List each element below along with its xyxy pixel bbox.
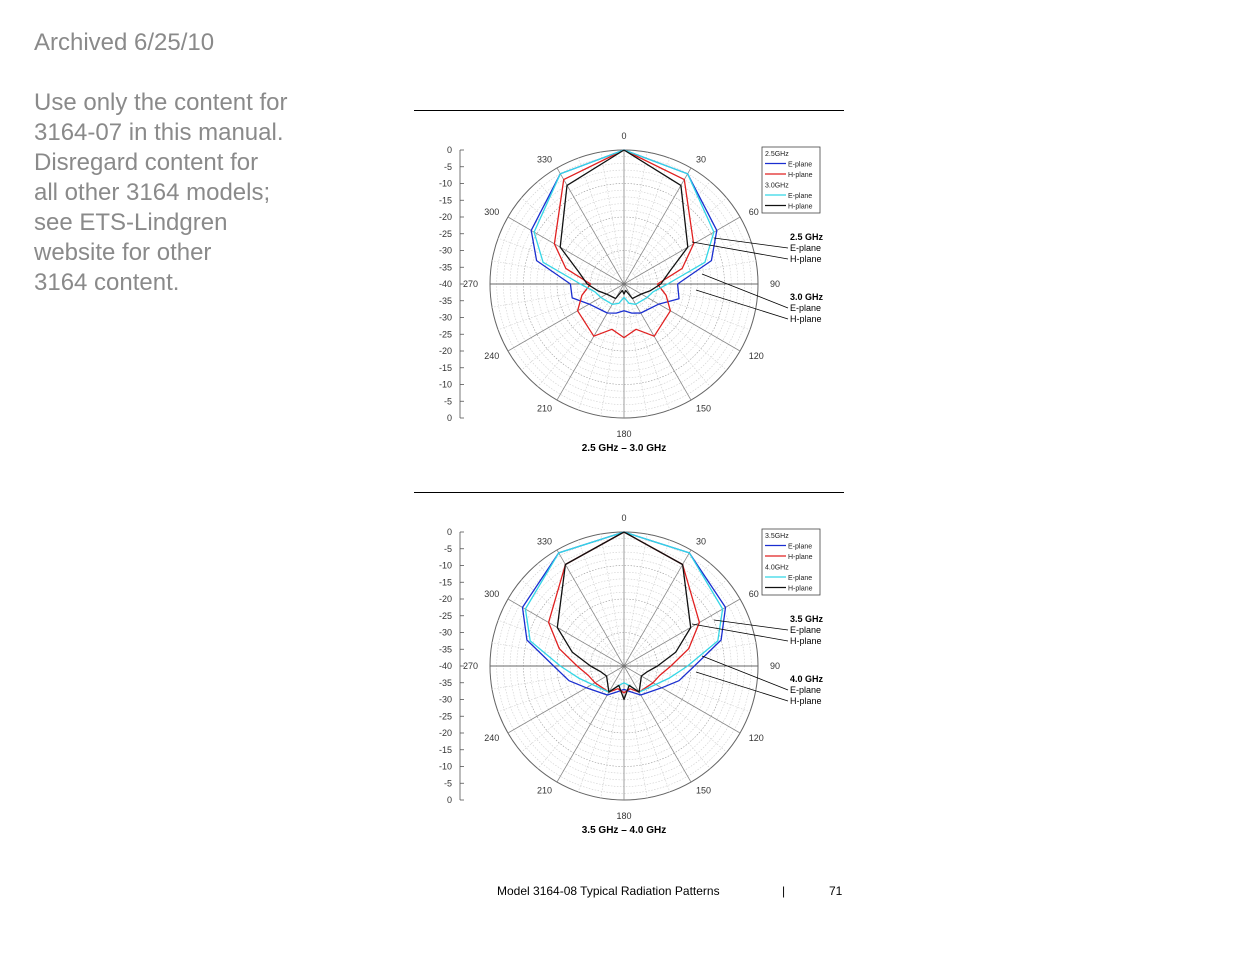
callout-leader bbox=[696, 672, 788, 701]
radial-tick-label: -20 bbox=[438, 346, 452, 356]
radial-tick-label: -35 bbox=[438, 295, 452, 306]
grid-spoke bbox=[492, 668, 611, 689]
radial-tick-label: -10 bbox=[438, 379, 452, 390]
angle-label: 150 bbox=[696, 403, 712, 414]
footer-separator: | bbox=[782, 884, 786, 898]
radial-tick-label: -35 bbox=[438, 677, 452, 688]
callout-label: H-plane bbox=[790, 314, 822, 324]
angle-label: 210 bbox=[536, 785, 552, 796]
archive-notice bbox=[34, 28, 334, 298]
callout-heading: 4.0 GHz bbox=[790, 674, 824, 684]
archived-date: Archived 6/25/10 bbox=[34, 29, 215, 56]
radial-tick-label: -15 bbox=[438, 362, 452, 373]
radial-tick-label: -30 bbox=[438, 694, 452, 705]
footer-title: Model 3164-08 Typical Radiation Patterns bbox=[497, 884, 720, 898]
callout-label: E-plane bbox=[790, 243, 822, 253]
radiation-pattern-chart-2 bbox=[414, 508, 844, 838]
callout-leader bbox=[692, 624, 788, 641]
radial-tick-label: -25 bbox=[438, 711, 452, 722]
callout-leader bbox=[714, 238, 788, 248]
legend-entry: E-plane bbox=[788, 543, 813, 551]
legend-entry: H-plane bbox=[788, 585, 813, 593]
radial-tick-label: -5 bbox=[443, 543, 452, 554]
radial-tick-label: -20 bbox=[438, 212, 452, 222]
angle-label: 210 bbox=[536, 403, 552, 414]
grid-spoke bbox=[601, 297, 622, 416]
radial-tick-label: 0 bbox=[446, 413, 452, 423]
radial-tick-label: -10 bbox=[438, 560, 452, 571]
callout-label: E-plane bbox=[790, 685, 822, 695]
radial-tick-label: -10 bbox=[438, 178, 452, 189]
legend-heading: 3.5GHz bbox=[765, 533, 789, 540]
callout-label: H-plane bbox=[790, 254, 822, 264]
radial-tick-label: -5 bbox=[443, 396, 452, 407]
radial-tick-label: 0 bbox=[446, 527, 452, 537]
grid-spoke bbox=[521, 293, 613, 371]
angle-label: 330 bbox=[536, 536, 552, 547]
radial-tick-label: -25 bbox=[438, 228, 452, 239]
angle-label: 300 bbox=[484, 589, 500, 599]
angle-label: 270 bbox=[462, 661, 478, 671]
callout-heading: 3.0 GHz bbox=[790, 292, 824, 302]
grid-spoke bbox=[626, 152, 647, 271]
radial-tick-label: -30 bbox=[438, 312, 452, 323]
chart-title: 2.5 GHz – 3.0 GHz bbox=[581, 443, 667, 454]
radial-tick-label: -5 bbox=[443, 161, 452, 172]
radial-tick-label: -35 bbox=[438, 262, 452, 273]
legend-heading: 3.0GHz bbox=[765, 182, 789, 190]
legend-entry: E-plane bbox=[788, 575, 813, 582]
grid-spoke bbox=[637, 643, 756, 664]
angle-label: 0 bbox=[621, 513, 627, 523]
angle-label: 180 bbox=[616, 811, 632, 821]
angle-label: 240 bbox=[484, 733, 500, 743]
footer-page-number: 71 bbox=[829, 884, 843, 898]
angle-label: 60 bbox=[748, 207, 759, 217]
radial-tick-label: -40 bbox=[438, 661, 452, 671]
legend-entry: H-plane bbox=[788, 554, 813, 561]
radial-tick-label: -20 bbox=[438, 728, 452, 738]
radial-tick-label: -15 bbox=[438, 577, 452, 588]
radial-tick-label: 0 bbox=[446, 795, 452, 805]
legend-entry: E-plane bbox=[788, 161, 813, 169]
radial-tick-label: -35 bbox=[438, 644, 452, 655]
legend-entry: H-plane bbox=[788, 172, 813, 179]
callout-heading: 2.5 GHz bbox=[790, 232, 824, 242]
radiation-pattern-chart-1 bbox=[414, 126, 844, 456]
radial-tick-label: -20 bbox=[438, 594, 452, 604]
radial-tick-label: -5 bbox=[443, 778, 452, 789]
radial-tick-label: -25 bbox=[438, 329, 452, 340]
radial-tick-label: -10 bbox=[438, 761, 452, 772]
legend-entry: H-plane bbox=[788, 203, 813, 211]
top-rule-2 bbox=[414, 492, 844, 493]
radial-tick-label: -15 bbox=[438, 195, 452, 206]
radial-tick-label: -40 bbox=[438, 279, 452, 289]
angle-label: 0 bbox=[621, 131, 627, 141]
callout-label: E-plane bbox=[790, 625, 822, 635]
angle-label: 120 bbox=[748, 733, 764, 743]
usage-message: Use only the content for 3164-07 in this manual. Disregard content for all other 3164 models; see ETS-Lindgren website for other 3164 content. bbox=[34, 89, 288, 296]
legend-heading: 2.5GHz bbox=[765, 151, 789, 158]
angle-label: 30 bbox=[696, 536, 707, 547]
radial-tick-label: -30 bbox=[438, 245, 452, 256]
callout-label: H-plane bbox=[790, 696, 822, 706]
radial-tick-label: -15 bbox=[438, 744, 452, 755]
grid-spoke bbox=[538, 294, 616, 386]
callout-label: H-plane bbox=[790, 636, 822, 646]
angle-label: 90 bbox=[770, 279, 781, 289]
callout-heading: 3.5 GHz bbox=[790, 614, 824, 624]
top-rule-1 bbox=[414, 110, 844, 111]
grid-spoke bbox=[492, 286, 611, 307]
angle-label: 300 bbox=[484, 207, 500, 217]
angle-label: 120 bbox=[748, 351, 764, 361]
angle-label: 270 bbox=[462, 279, 478, 289]
grid-spoke bbox=[601, 679, 622, 798]
angle-label: 150 bbox=[696, 785, 712, 796]
angle-label: 240 bbox=[484, 351, 500, 361]
callout-leader bbox=[696, 290, 788, 319]
callout-label: E-plane bbox=[790, 303, 822, 313]
legend-entry: E-plane bbox=[788, 193, 813, 200]
angle-label: 180 bbox=[616, 429, 632, 439]
chart-title: 3.5 GHz – 4.0 GHz bbox=[581, 825, 667, 836]
angle-label: 90 bbox=[770, 661, 781, 671]
angle-label: 60 bbox=[748, 589, 759, 599]
radial-tick-label: -30 bbox=[438, 627, 452, 638]
angle-label: 330 bbox=[536, 154, 552, 165]
grid-spoke bbox=[626, 534, 647, 653]
legend-heading: 4.0GHz bbox=[765, 564, 789, 572]
angle-label: 30 bbox=[696, 154, 707, 165]
radial-tick-label: 0 bbox=[446, 145, 452, 155]
radial-tick-label: -25 bbox=[438, 610, 452, 621]
callout-leader bbox=[714, 620, 788, 630]
